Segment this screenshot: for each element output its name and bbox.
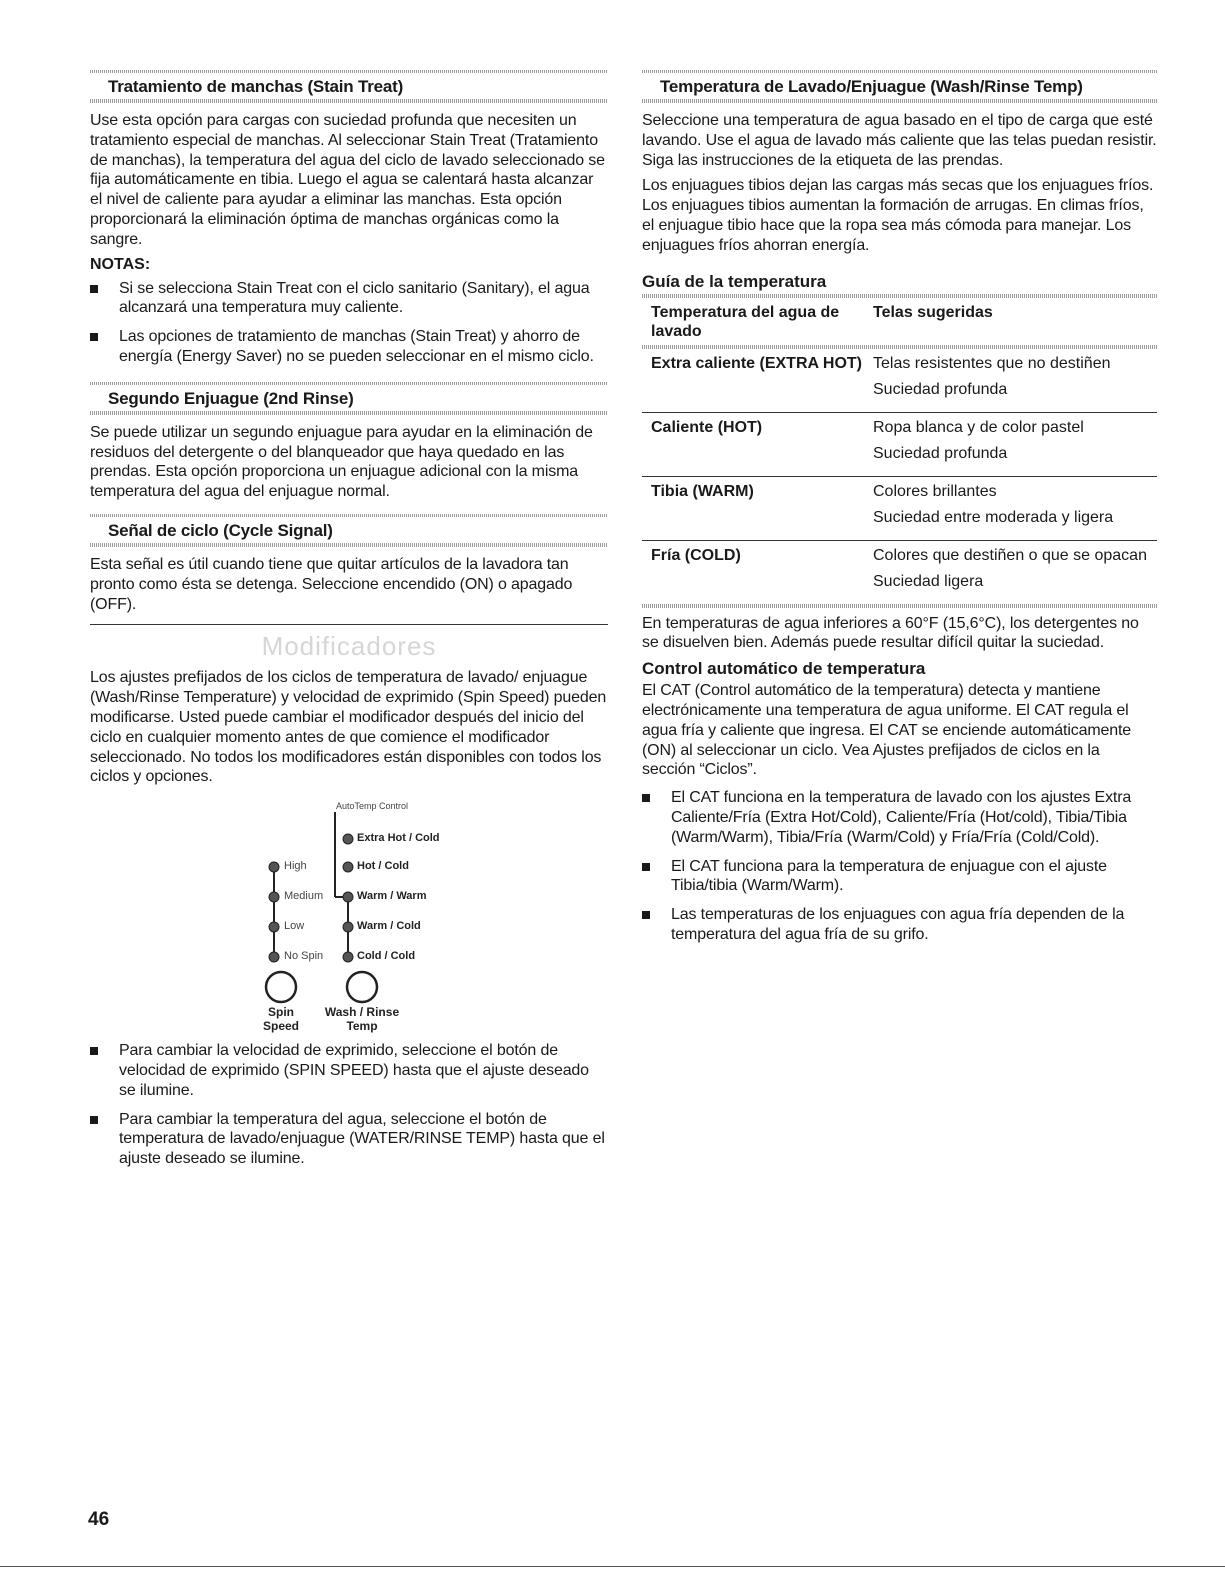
list-item: Para cambiar la velocidad de exprimido, seleccione el botón de velocidad de exprimido (SPIN SPEED) hasta que el ajuste deseado se ilumine. <box>90 1041 608 1100</box>
indicator-light-medium <box>269 892 279 902</box>
bullet-icon <box>642 794 650 802</box>
indicator-light-low <box>269 922 279 932</box>
indicator-light-hot <box>343 862 353 872</box>
indicator-light-no-spin <box>269 952 279 962</box>
left-column <box>90 70 608 1178</box>
temp-option-warm-cold: Warm / Cold <box>357 920 421 933</box>
list-item: Para cambiar la temperatura del agua, seleccione el botón de temperatura de lavado/enjuague (WATER/RINSE TEMP) hasta que el ajuste deseado se ilumine. <box>90 1110 608 1169</box>
modifiers-body: Los ajustes prefijados de los ciclos de temperatura de lavado/ enjuague (Wash/Rinse Temperature) y velocidad de exprimido (Spin Speed) pueden modificarse. Usted puede cambiar el modificador después del inicio del ciclo en cualquier momento antes de que comience el modificador seleccionado. No todos los modificadores están disponibles con todos los ciclos y opciones. <box>90 669 607 786</box>
table-row <box>642 412 1157 476</box>
section-divider <box>642 70 1157 73</box>
second-rinse-heading: Segundo Enjuague (2nd Rinse) <box>108 388 354 408</box>
section-rule <box>90 624 608 625</box>
auto-temp-label: AutoTemp Control <box>336 801 409 812</box>
stain-treat-heading: Tratamiento de manchas (Stain Treat) <box>108 77 404 96</box>
table-row <box>642 540 1157 604</box>
table-header-row <box>642 301 1157 345</box>
bullet-icon <box>642 863 650 871</box>
second-rinse-body: Se puede utilizar un segundo enjuague para ayudar en la eliminación de residuos del detergente o del blanqueador que haya quedado en las prendas. Esta opción proporciona un enjuague adicional con la misma temperatura del agua del enjuague normal. <box>90 423 593 501</box>
temp-option-cold-cold: Cold / Cold <box>357 950 416 963</box>
table-cell: Ropa blanca y de color pastel Suciedad profunda <box>864 412 1157 476</box>
indicator-light-warm-cold <box>343 922 353 932</box>
table-cell: Fría (COLD) <box>651 546 741 564</box>
list-item: Las opciones de tratamiento de manchas (Stain Treat) y ahorro de energía (Energy Saver) no se pueden seleccionar en el mismo ciclo. <box>90 327 608 367</box>
indicator-light-high <box>269 862 279 872</box>
spin-speed-knob <box>266 972 296 1002</box>
spin-speed-label: Spin Speed <box>262 1005 299 1034</box>
section-divider <box>642 294 1157 298</box>
table-cell: Caliente (HOT) <box>642 412 864 476</box>
indicator-light-extra-hot <box>343 834 353 844</box>
temperature-note: En temperaturas de agua inferiores a 60°F (15,6°C), los detergentes no se disuelven bien. Además puede resultar difícil quitar la suciedad. <box>642 614 1139 652</box>
spin-option-no-spin: No Spin <box>284 950 324 963</box>
list-item: Las temperaturas de los enjuagues con agua fría dependen de la temperatura del agua fría de su grifo. <box>642 905 1157 945</box>
cycle-signal-body: Esta señal es útil cuando tiene que quitar artículos de la lavadora tan pronto como ésta se detenga. Seleccione encendido (ON) o apagado (OFF). <box>90 555 573 613</box>
modifiers-title: Modificadores <box>261 631 437 662</box>
wash-rinse-temp-p2: Los enjuagues tibios dejan las cargas más secas que los enjuagues fríos. Los enjuagues tibios aumentan la formación de arrugas. En climas fríos, el enjuague tibio hace que la ropa sea más cómoda para manejar. Los enjuagues fríos ahorran energía. <box>642 177 1154 254</box>
bullet-icon <box>90 285 98 293</box>
page-number: 46 <box>88 1509 110 1530</box>
list-item: El CAT funciona en la temperatura de lavado con los ajustes Extra Caliente/Fría (Extra Hot/Cold), Caliente/Fría (Hot/cold), Tibia/Tibia (Warm/Warm), Tibia/Fría (Warm/Cold) y Fría/Fría (Cold/Cold). <box>642 788 1157 847</box>
section-divider <box>90 70 608 73</box>
table-cell: Extra caliente (EXTRA HOT) <box>642 349 864 413</box>
control-panel-diagram <box>90 797 608 1034</box>
spin-option-high: High <box>284 860 307 873</box>
section-divider <box>642 604 1157 608</box>
table-row <box>642 476 1157 540</box>
modifiers-list <box>90 1041 608 1169</box>
table-row <box>642 349 1157 413</box>
section-divider <box>90 382 608 385</box>
section-divider <box>90 543 608 547</box>
table-cell: Colores brillantes Suciedad entre moderada y ligera <box>864 476 1157 540</box>
auto-temp-control-list <box>642 788 1157 945</box>
bullet-icon <box>90 1047 98 1055</box>
notes-label: NOTAS: <box>90 255 151 273</box>
wash-rinse-temp-label: Wash / Rinse Temp <box>324 1005 400 1034</box>
notes-list <box>90 279 608 367</box>
table-cell: Tibia (WARM) <box>642 476 864 540</box>
list-item: El CAT funciona para la temperatura de enjuague con el ajuste Tibia/tibia (Warm/Warm). <box>642 857 1157 897</box>
indicator-light-warm-warm <box>343 892 353 902</box>
indicator-light-cold-cold <box>343 952 353 962</box>
temperature-guide-title: Guía de la temperatura <box>642 271 827 291</box>
wash-rinse-temp-p1: Seleccione una temperatura de agua basado en el tipo de carga que esté lavando. Use el agua de lavado más caliente que las telas puedan resistir. Siga las instrucciones de la etiqueta de las prendas. <box>642 112 1157 169</box>
list-item: Si se selecciona Stain Treat con el ciclo sanitario (Sanitary), el agua alcanzará una temperatura muy caliente. <box>90 279 608 319</box>
stain-treat-body: Use esta opción para cargas con suciedad profunda que necesiten un tratamiento especial de manchas. Al seleccionar Stain Treat (Tratamiento de manchas), la temperatura del agua del ciclo de lavado seleccionado se fija automáticamente en tibia. Luego el agua se calentará hasta alcanzar el nivel de caliente para ayudar a eliminar las manchas. Esta opción proporcionará la eliminación óptima de manchas orgánicas como la sangre. <box>90 112 605 248</box>
bullet-icon <box>642 911 650 919</box>
section-divider <box>90 411 608 415</box>
auto-temp-control-heading: Control automático de temperatura <box>642 659 926 679</box>
section-divider <box>90 514 608 517</box>
section-divider <box>642 99 1157 103</box>
temp-option-warm-warm: Warm / Warm <box>357 890 427 903</box>
spin-option-low: Low <box>284 920 305 933</box>
temp-option-extra-hot: Extra Hot / Cold <box>357 832 440 845</box>
bullet-icon <box>90 1116 98 1124</box>
wash-rinse-temp-heading: Temperatura de Lavado/Enjuague (Wash/Rinse Temp) <box>660 77 1083 96</box>
temp-option-hot: Hot / Cold <box>357 860 409 873</box>
temperature-guide-table <box>642 301 1157 604</box>
auto-temp-control-body: El CAT (Control automático de la temperatura) detecta y mantiene electrónicamente una temperatura de agua uniforme. El CAT regula el agua fría y caliente que ingresa. El CAT se enciende automáticamente (ON) al seleccionar un ciclo. Vea Ajustes prefijados de ciclos en la sección “Ciclos”. <box>642 682 1132 779</box>
table-header: Telas sugeridas <box>873 303 993 321</box>
wash-rinse-temp-knob <box>347 972 377 1002</box>
page-bottom-rule <box>0 1566 1225 1567</box>
control-panel-lines <box>90 797 608 1027</box>
spin-option-medium: Medium <box>284 890 324 903</box>
right-column <box>642 70 1157 954</box>
table-cell: Colores que destiñen o que se opacan Suciedad ligera <box>873 546 1147 590</box>
section-divider <box>90 99 608 103</box>
bullet-icon <box>90 333 98 341</box>
table-cell: Telas resistentes que no destiñen Suciedad profunda <box>864 349 1157 413</box>
cycle-signal-heading: Señal de ciclo (Cycle Signal) <box>108 520 333 540</box>
table-header: Temperatura del agua de lavado <box>651 303 840 340</box>
